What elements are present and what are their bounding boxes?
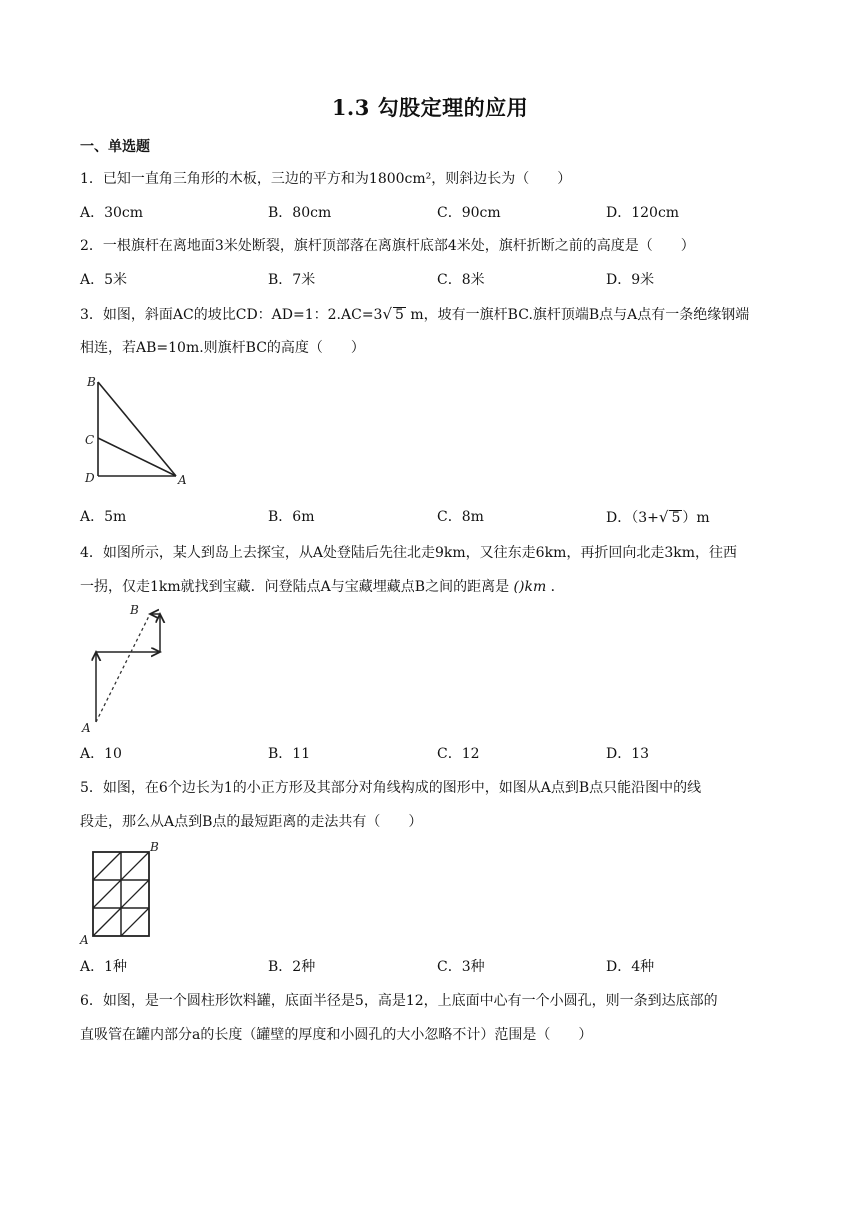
question-1-text: 1．已知一直角三角形的木板，三边的平方和为1800cm²，则斜边长为（ ） [80,171,572,187]
q4-option-c: C．12 [437,746,480,762]
question-6-line-2: 直吸管在罐内部分a的长度（罐壁的厚度和小圆孔的大小忽略不计）范围是（ ） [80,1027,593,1043]
q1-option-d: D．120cm [606,205,680,221]
label-a: A [178,473,187,487]
q3-text-a: 3．如图，斜面AC的坡比CD：AD=1：2.AC=3 [80,307,383,323]
q3-option-d-b: ）m [682,510,710,526]
section-heading: 一、单选题 [80,139,150,155]
q3-option-d-radicand: 5 [671,510,681,526]
label-c: C [85,433,95,447]
q2-option-c: C．8米 [437,272,485,288]
diagonal [121,852,149,880]
question-5-line-2: 段走，那么从A点到B点的最短距离的走法共有（ ） [80,814,423,830]
label-a: A [82,721,91,734]
page-title: 1.3 勾股定理的应用 [331,95,529,120]
q3-option-d [606,508,710,527]
q4-option-a: A．10 [80,746,122,762]
q5-figure-grid [78,838,168,946]
q3-option-a: A．5m [80,509,127,525]
q5-option-d: D．4种 [606,959,655,975]
question-3-line-1 [80,305,749,324]
q4-figure-path [78,600,178,734]
diagonal [93,852,121,880]
label-b: B [130,603,139,617]
q1-option-a: A．30cm [80,205,144,221]
question-6-line-1: 6．如图，是一个圆柱形饮料罐，底面半径是5，高是12，上底面中心有一个小圆孔，则一条到达底部的 [80,993,718,1009]
q4-text-b: ． [550,579,565,595]
q3-radicand: 5 [395,307,404,323]
label-a: A [80,933,89,946]
question-4-line-2 [80,578,565,596]
label-d: D [85,471,95,485]
q3-option-c: C．8m [437,509,484,525]
q4-option-b: B．11 [268,746,311,762]
q1-option-c: C．90cm [437,205,501,221]
q3-option-d-a: D．（3+ [606,510,659,526]
question-3-line-2: 相连，若AB=10m.则旗杆BC的高度（ ） [80,340,365,356]
sqrt-sign: √ [658,508,669,526]
slope-ac [98,438,176,476]
q3-text-b: m，坡有一旗杆BC.旗杆顶端B点与A点有一条绝缘钢端 [405,307,750,323]
q5-option-b: B．2种 [268,959,316,975]
sqrt-sign: √ [382,305,393,323]
q5-option-c: C．3种 [437,959,485,975]
question-2-text: 2．一根旗杆在离地面3米处断裂，旗杆顶部落在离旗杆底部4米处，旗杆折断之前的高度是（ ） [80,238,695,254]
diagonal [93,908,121,936]
q3-figure-triangle [80,372,200,490]
q4-option-d: D．13 [606,746,650,762]
q2-option-d: D．9米 [606,272,655,288]
q3-option-b: B．6m [268,509,315,525]
diagonal [93,880,121,908]
q5-option-a: A．1种 [80,959,128,975]
q4-math-km: ()km [513,579,547,595]
q4-text-a: 一拐，仅走1km就找到宝藏．问登陆点A与宝藏埋藏点B之间的距离是 [80,579,510,595]
label-b: B [150,840,159,854]
question-5-line-1: 5．如图，在6个边长为1的小正方形及其部分对角线构成的图形中，如图从A点到B点只能沿图中的线 [80,780,702,796]
diagonal [121,908,149,936]
diagonal [121,880,149,908]
question-4-line-1: 4．如图所示，某人到岛上去探宝，从A处登陆后先往北走9km，又往东走6km，再折回向北走3km，往西 [80,545,738,561]
hypotenuse-ab [98,382,176,476]
label-b: B [87,375,96,389]
q2-option-b: B．7米 [268,272,316,288]
q1-option-b: B．80cm [268,205,332,221]
q2-option-a: A．5米 [80,272,128,288]
dashed-line-ab [96,614,150,722]
